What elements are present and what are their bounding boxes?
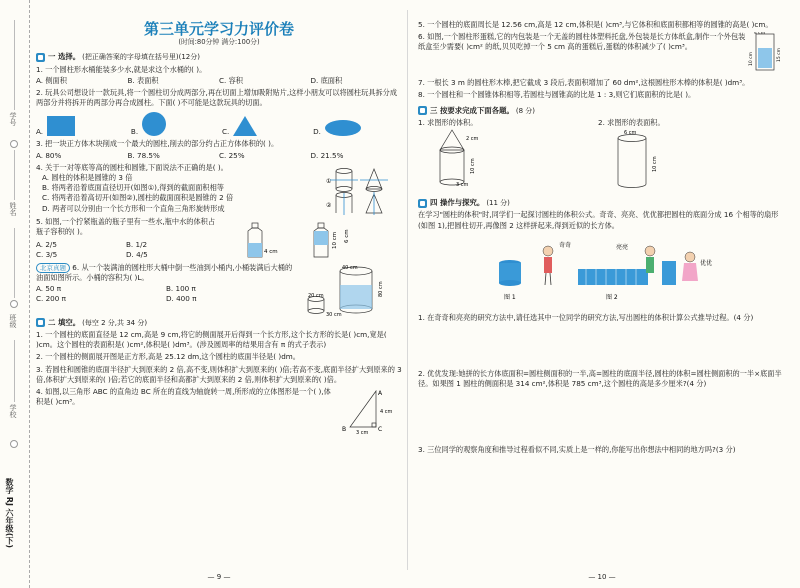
- dim-label: 4 cm: [754, 32, 766, 37]
- dim-label: 15 cm: [777, 48, 782, 63]
- option-c: [222, 115, 258, 137]
- question-stem: 5. 如图,一个拧紧瓶盖的瓶子里有一些水,瓶中水的体积占瓶子容积的( )。: [36, 216, 216, 237]
- section-icon: [418, 199, 427, 208]
- question-options: [42, 173, 326, 214]
- question-3: [36, 139, 402, 160]
- question-stem: 6. 如图,一个圆柱形蛋糕,它的内包装是一个无盖的圆柱体塑料托盘,外包装是长方体纸盒,制作一个外包装纸盒至少需要( )cm² 的纸,贝贝吃掉一个 5 cm 高的蛋糕后,蛋糕的体积减少了( )cm³。: [418, 32, 746, 52]
- option-d: D. 两者可以分别由一个长方形和一个直角三角形旋转形成: [42, 203, 225, 213]
- option-b: B. 100 π: [166, 284, 196, 294]
- answer-space[interactable]: [418, 389, 786, 443]
- page-number: — 10 —: [588, 572, 616, 581]
- option-c: C. 容积: [219, 75, 243, 85]
- question-stem: 4. 关于一对等底等高的圆柱和圆锥,下面说法不正确的是( )。: [36, 162, 228, 172]
- option-c: C. 将两者沿着高切开(如图②),圆柱的截面面积是圆锥的 2 倍: [42, 193, 234, 203]
- vertex-label: A: [378, 390, 383, 398]
- dim-label: 3 cm: [456, 182, 469, 189]
- explore-q3: 3. 三位同学的观察角度和推导过程看似不同,实质上是一样的,你能写出你想法中相同的地方吗?(3 分): [418, 445, 736, 455]
- fill-6: [418, 32, 786, 76]
- option-a: A. 圆柱的体积是圆锥的 3 倍: [42, 173, 133, 183]
- option-a: A. 50 π: [36, 284, 62, 294]
- option-c: C. 25%: [219, 150, 245, 160]
- fill-5: 5. 一个圆柱的底面周长是 12.56 cm,高是 12 cm,体积是( )cm³,与它体积和底面积都相等的圆锥的高是( )cm。: [418, 20, 773, 29]
- option-letter: A.: [36, 127, 44, 137]
- option-letter: C.: [221, 127, 230, 137]
- compute-2: [598, 118, 718, 193]
- option-d: [313, 119, 362, 137]
- fill-8: 8. 一个圆柱和一个圆锥体积相等,若圆柱与圆锥高的比是 1 : 3,则它们底面积的比是( )。: [418, 90, 696, 100]
- spine-label-name: 姓名: [9, 202, 17, 216]
- option-d: D. 400 π: [166, 294, 197, 304]
- triangle-shape-icon: [232, 115, 258, 137]
- kids-cylinder-illustration: [418, 235, 778, 311]
- question-2: [36, 88, 402, 137]
- binding-spine: [0, 0, 30, 588]
- dim-label: 10 cm: [332, 231, 338, 249]
- circle-shape-icon: [141, 111, 167, 137]
- dim-label: 4 cm: [264, 248, 278, 255]
- question-1: [36, 65, 402, 86]
- fill-2: 2. 一个圆柱的侧面展开图是正方形,高是 25.12 dm,这个圆柱的底面半径是( )dm。: [36, 352, 300, 362]
- option-letter: B.: [130, 127, 139, 137]
- section-title: 三 按要求完成下面各题。: [430, 105, 514, 115]
- question-options: [36, 151, 402, 161]
- page-title: 第三单元学习力评价卷: [143, 20, 294, 38]
- option-a: A. 2/5: [36, 240, 57, 250]
- option-b: B. 表面积: [127, 75, 159, 85]
- dim-label: 30 cm: [326, 311, 342, 317]
- ellipse-shape-icon: [324, 119, 362, 137]
- section-icon: [36, 318, 45, 327]
- dim-label: 10 cm: [749, 52, 754, 67]
- compute-row: [418, 118, 786, 193]
- section-note: (11 分): [486, 199, 510, 208]
- spine-label-class: 班级: [9, 314, 17, 328]
- dim-label: 10 cm: [652, 156, 658, 173]
- section-choice: [36, 52, 402, 62]
- svg-text:①: ①: [326, 177, 332, 185]
- section-compute: [418, 106, 786, 116]
- option-b: [131, 111, 167, 137]
- page-number: — 9 —: [207, 572, 231, 581]
- option-a: [36, 115, 76, 137]
- spine-hole: [10, 300, 18, 308]
- question-6: [36, 263, 402, 317]
- fill-1: 1. 一个圆柱的底面直径是 12 cm,高是 9 cm,将它的侧面展开后得到一个长方形,这个长方形的长是( )cm,宽是( )cm。这个圆柱的表面积是( )cm²,体积是( )dm³。(涉及圆周率的结果用含有 π 的式子表示): [36, 330, 387, 350]
- option-b: B. 将两者沿着底面直径切开(如图①),得到的截面面积相等: [42, 183, 224, 193]
- figure-label: 图 2: [606, 293, 618, 301]
- fill-3: 3. 若圆柱和圆锥的底面半径扩大到原来的 2 倍,高不变,则体积扩大到原来的( )倍;若高不变,底面半径扩大到原来的 3 倍,体积扩大到原来的( )倍;若它的底面半径和高都扩大到原来的 2 倍,则体积扩大到原来的( )倍。: [36, 364, 402, 384]
- spine-line: [14, 150, 15, 200]
- cone-on-cylinder-figure: [418, 128, 538, 190]
- spine-line: [14, 228, 15, 298]
- option-b: B. 78.5%: [127, 150, 160, 160]
- spine-label-school: 学校: [9, 404, 17, 418]
- spine-hole: [10, 140, 18, 148]
- spine-label-id: 学号: [9, 112, 17, 126]
- svg-text:②: ②: [326, 201, 332, 209]
- source-tag: 北京真题: [36, 263, 70, 273]
- dim-label: 40 cm: [342, 264, 358, 271]
- question-options: [36, 111, 402, 137]
- option-c: C. 3/5: [36, 250, 58, 260]
- question-options: [36, 76, 402, 86]
- dim-label: 6 cm: [344, 229, 350, 243]
- spine-grade: 数学 RJ 六年级(下): [5, 478, 14, 549]
- section-title: 二 填空。: [48, 317, 81, 327]
- half-cylinder-figure: [598, 128, 718, 190]
- fill-7: 7. 一根长 3 m 的圆柱形木棒,把它截成 3 段后,表面积增加了 60 dm²,这根圆柱形木棒的体积是( )dm³。: [418, 78, 750, 88]
- dim-label: 2 cm: [466, 136, 479, 143]
- question-stem: 1. 求图形的体积。: [418, 117, 478, 127]
- section-explore: [418, 198, 786, 208]
- kid-name: 优优: [700, 259, 713, 267]
- rectangle-shape-icon: [46, 115, 76, 137]
- section-title: 一 选择。: [48, 52, 81, 62]
- oil-barrels-figure: [296, 263, 396, 317]
- explore-scene: [418, 235, 786, 311]
- dim-label: 6 cm: [624, 130, 637, 137]
- section-note: (把正确答案的字母填在括号里)(12分): [82, 53, 200, 62]
- dim-label: 80 cm: [378, 281, 384, 297]
- question-stem: 3. 把一块正方体木块削成一个最大的圆柱,削去的部分约占正方体体积的( )。: [36, 139, 279, 149]
- spine-line: [14, 340, 15, 402]
- page-subtitle: (时间:80分钟 满分:100分): [178, 38, 260, 47]
- section-icon: [36, 53, 45, 62]
- kid-name: 亮亮: [616, 243, 629, 251]
- dim-label: 20 cm: [308, 292, 324, 299]
- question-options: [36, 284, 296, 304]
- page-divider: [407, 10, 408, 570]
- right-triangle-figure: [336, 387, 396, 435]
- vertex-label: C: [378, 426, 383, 434]
- kid-name: 奇奇: [559, 241, 572, 249]
- dim-label: 10 cm: [470, 158, 476, 175]
- answer-space[interactable]: [418, 323, 786, 367]
- question-options: [36, 240, 216, 260]
- explore-intro: 在学习"圆柱的体积"时,同学们一起探讨圆柱的体积公式。奇奇、亮亮、优优都把圆柱的底面分成 16 个相等的扇形(如图 1),把圆柱切开,再像图 2 这样拼起来,得到近似的长方体。: [418, 210, 779, 230]
- option-c: C. 200 π: [36, 294, 66, 304]
- cylinder-cone-cut-figure: [326, 163, 396, 215]
- option-d: D. 21.5%: [310, 150, 344, 160]
- section-note: (每空 2 分,共 34 分): [82, 318, 148, 327]
- question-stem: 1. 一个圆柱形水桶能装多少水,就是求这个水桶的( )。: [36, 64, 207, 74]
- option-b: B. 1/2: [126, 240, 148, 250]
- option-a: A. 侧面积: [36, 75, 67, 85]
- explore-q1: 1. 在奇奇和亮亮的研究方法中,请任选其中一位同学的研究方法,写出圆柱的体积计算公式推导过程。(4 分): [418, 312, 754, 322]
- fill-4: [36, 387, 402, 435]
- compute-1: [418, 118, 598, 193]
- section-note: (8 分): [515, 106, 536, 115]
- page-9: [36, 0, 402, 588]
- question-stem: 4. 如图,以三角形 ABC 的直角边 BC 所在的直线为轴旋转一周,所形成的立体图形是一个( ),体积是( )cm³。: [36, 387, 331, 407]
- bottles-figure: [216, 217, 396, 261]
- question-stem: 2. 求图形的表面积。: [598, 117, 665, 127]
- section-fill: [36, 318, 402, 328]
- option-d: D. 4/5: [126, 250, 148, 260]
- page-10: [418, 0, 786, 588]
- option-a: A. 80%: [36, 150, 62, 160]
- dim-label: 4 cm: [380, 409, 393, 416]
- spine-hole: [10, 440, 18, 448]
- section-icon: [418, 106, 427, 115]
- vertex-label: B: [342, 426, 347, 434]
- question-stem: 2. 玩具公司想设计一款玩具,将一个圆柱切分成两部分,再在切面上增加吸附贴片,这样小朋友可以将圆柱玩具拆分成两部分并将拆开的两部分再合成圆柱。下面( )不可能是这款玩具的切面。: [36, 88, 398, 108]
- option-letter: D.: [313, 127, 321, 137]
- section-title: 四 操作与探究。: [430, 198, 485, 208]
- spine-line: [14, 20, 15, 110]
- option-d: D. 底面积: [310, 75, 343, 85]
- cake-box-figure: [748, 32, 784, 76]
- question-stem: 北京真题 6. 从一个装满油的圆柱形大桶中倒一些油到小桶内,小桶装满后大桶的油面如图所示。小桶的容积为( )L。: [36, 262, 293, 283]
- question-5: [36, 217, 402, 261]
- dim-label: 3 cm: [356, 430, 369, 436]
- question-4: [36, 163, 402, 215]
- figure-label: 图 1: [504, 293, 516, 301]
- explore-q2: 2. 优优发现:她拼的长方体底面积=圆柱侧面积的一半,高=圆柱的底面半径,圆柱的体积=圆柱侧面积的一半×底面半径。如果图 1 圆柱的侧面积是 314 cm²,体积是 785 cm³,这个圆柱的高是多少厘米?(4 分): [418, 369, 782, 389]
